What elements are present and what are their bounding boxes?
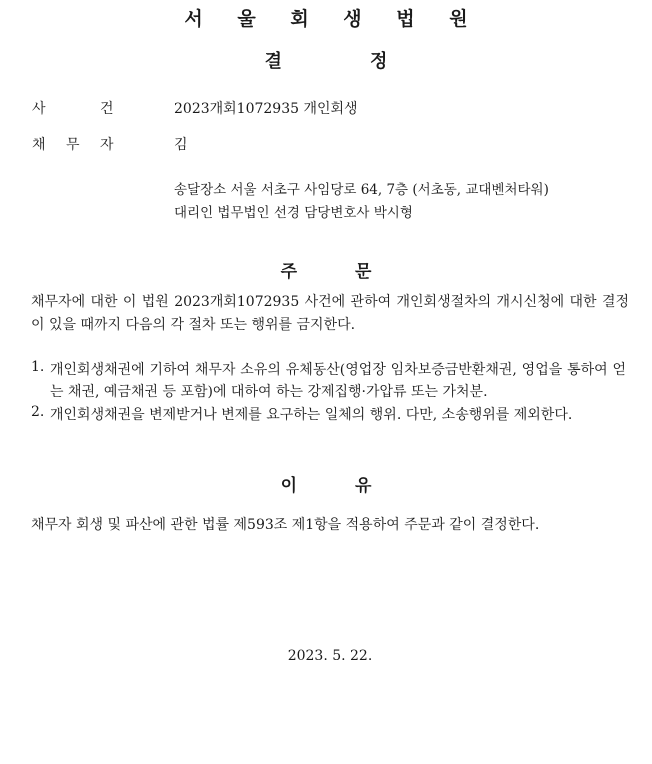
reason-heading xyxy=(0,471,652,496)
order-heading xyxy=(0,257,652,282)
legal-agent: 대리인 법무법인 선경 담당변호사 박시형 xyxy=(174,205,413,221)
service-address: 송달장소 서울 서초구 사임당로 64, 7층 (서초동, 교대벤처타워) xyxy=(174,182,549,198)
order-intro: 채무자에 대한 이 법원 2023개회1072935 사건에 관하여 개인회생절차의 개시신청에 대한 결정이 있을 때까지 다음의 각 절차 또는 행위를 금지한다. xyxy=(31,294,629,333)
order-heading-char-2: 문 xyxy=(355,262,372,282)
document-title-char-2: 정 xyxy=(370,51,388,72)
reason-text: 채무자 회생 및 파산에 관한 법률 제593조 제1항을 적용하여 주문과 같이 결정한다. xyxy=(31,517,540,533)
decision-date: 2023. 5. 22. xyxy=(287,648,373,664)
court-name: 서 울 회 생 법 원 xyxy=(184,8,482,30)
debtor-label-char-3: 자 xyxy=(100,137,114,153)
case-number: 2023개회1072935 개인회생 xyxy=(174,101,358,117)
debtor-label-char-2: 무 xyxy=(66,137,80,153)
case-label-char-2: 건 xyxy=(100,101,114,117)
order-item-number: 2. xyxy=(31,404,45,420)
order-item-text: 개인회생채권에 기하여 채무자 소유의 유체동산(영업장 임차보증금반환채권, 영업을 통하여 얻는 채권, 예금채권 등 포함)에 대하여 하는 강제집행·가압류 또는 가처분. xyxy=(50,362,626,400)
order-item-text: 개인회생채권을 변제받거나 변제를 요구하는 일체의 행위. 다만, 소송행위를 제외한다. xyxy=(50,407,573,423)
debtor-label-char-1: 채 xyxy=(32,137,46,153)
debtor-name: 김 xyxy=(174,137,188,153)
reason-heading-char-1: 이 xyxy=(280,476,297,496)
reason-heading-char-2: 유 xyxy=(355,476,372,496)
order-heading-char-1: 주 xyxy=(280,262,297,282)
case-label-char-1: 사 xyxy=(32,101,46,117)
document-title xyxy=(0,47,652,73)
order-item-number: 1. xyxy=(31,359,45,375)
document-title-char-1: 결 xyxy=(264,51,282,72)
